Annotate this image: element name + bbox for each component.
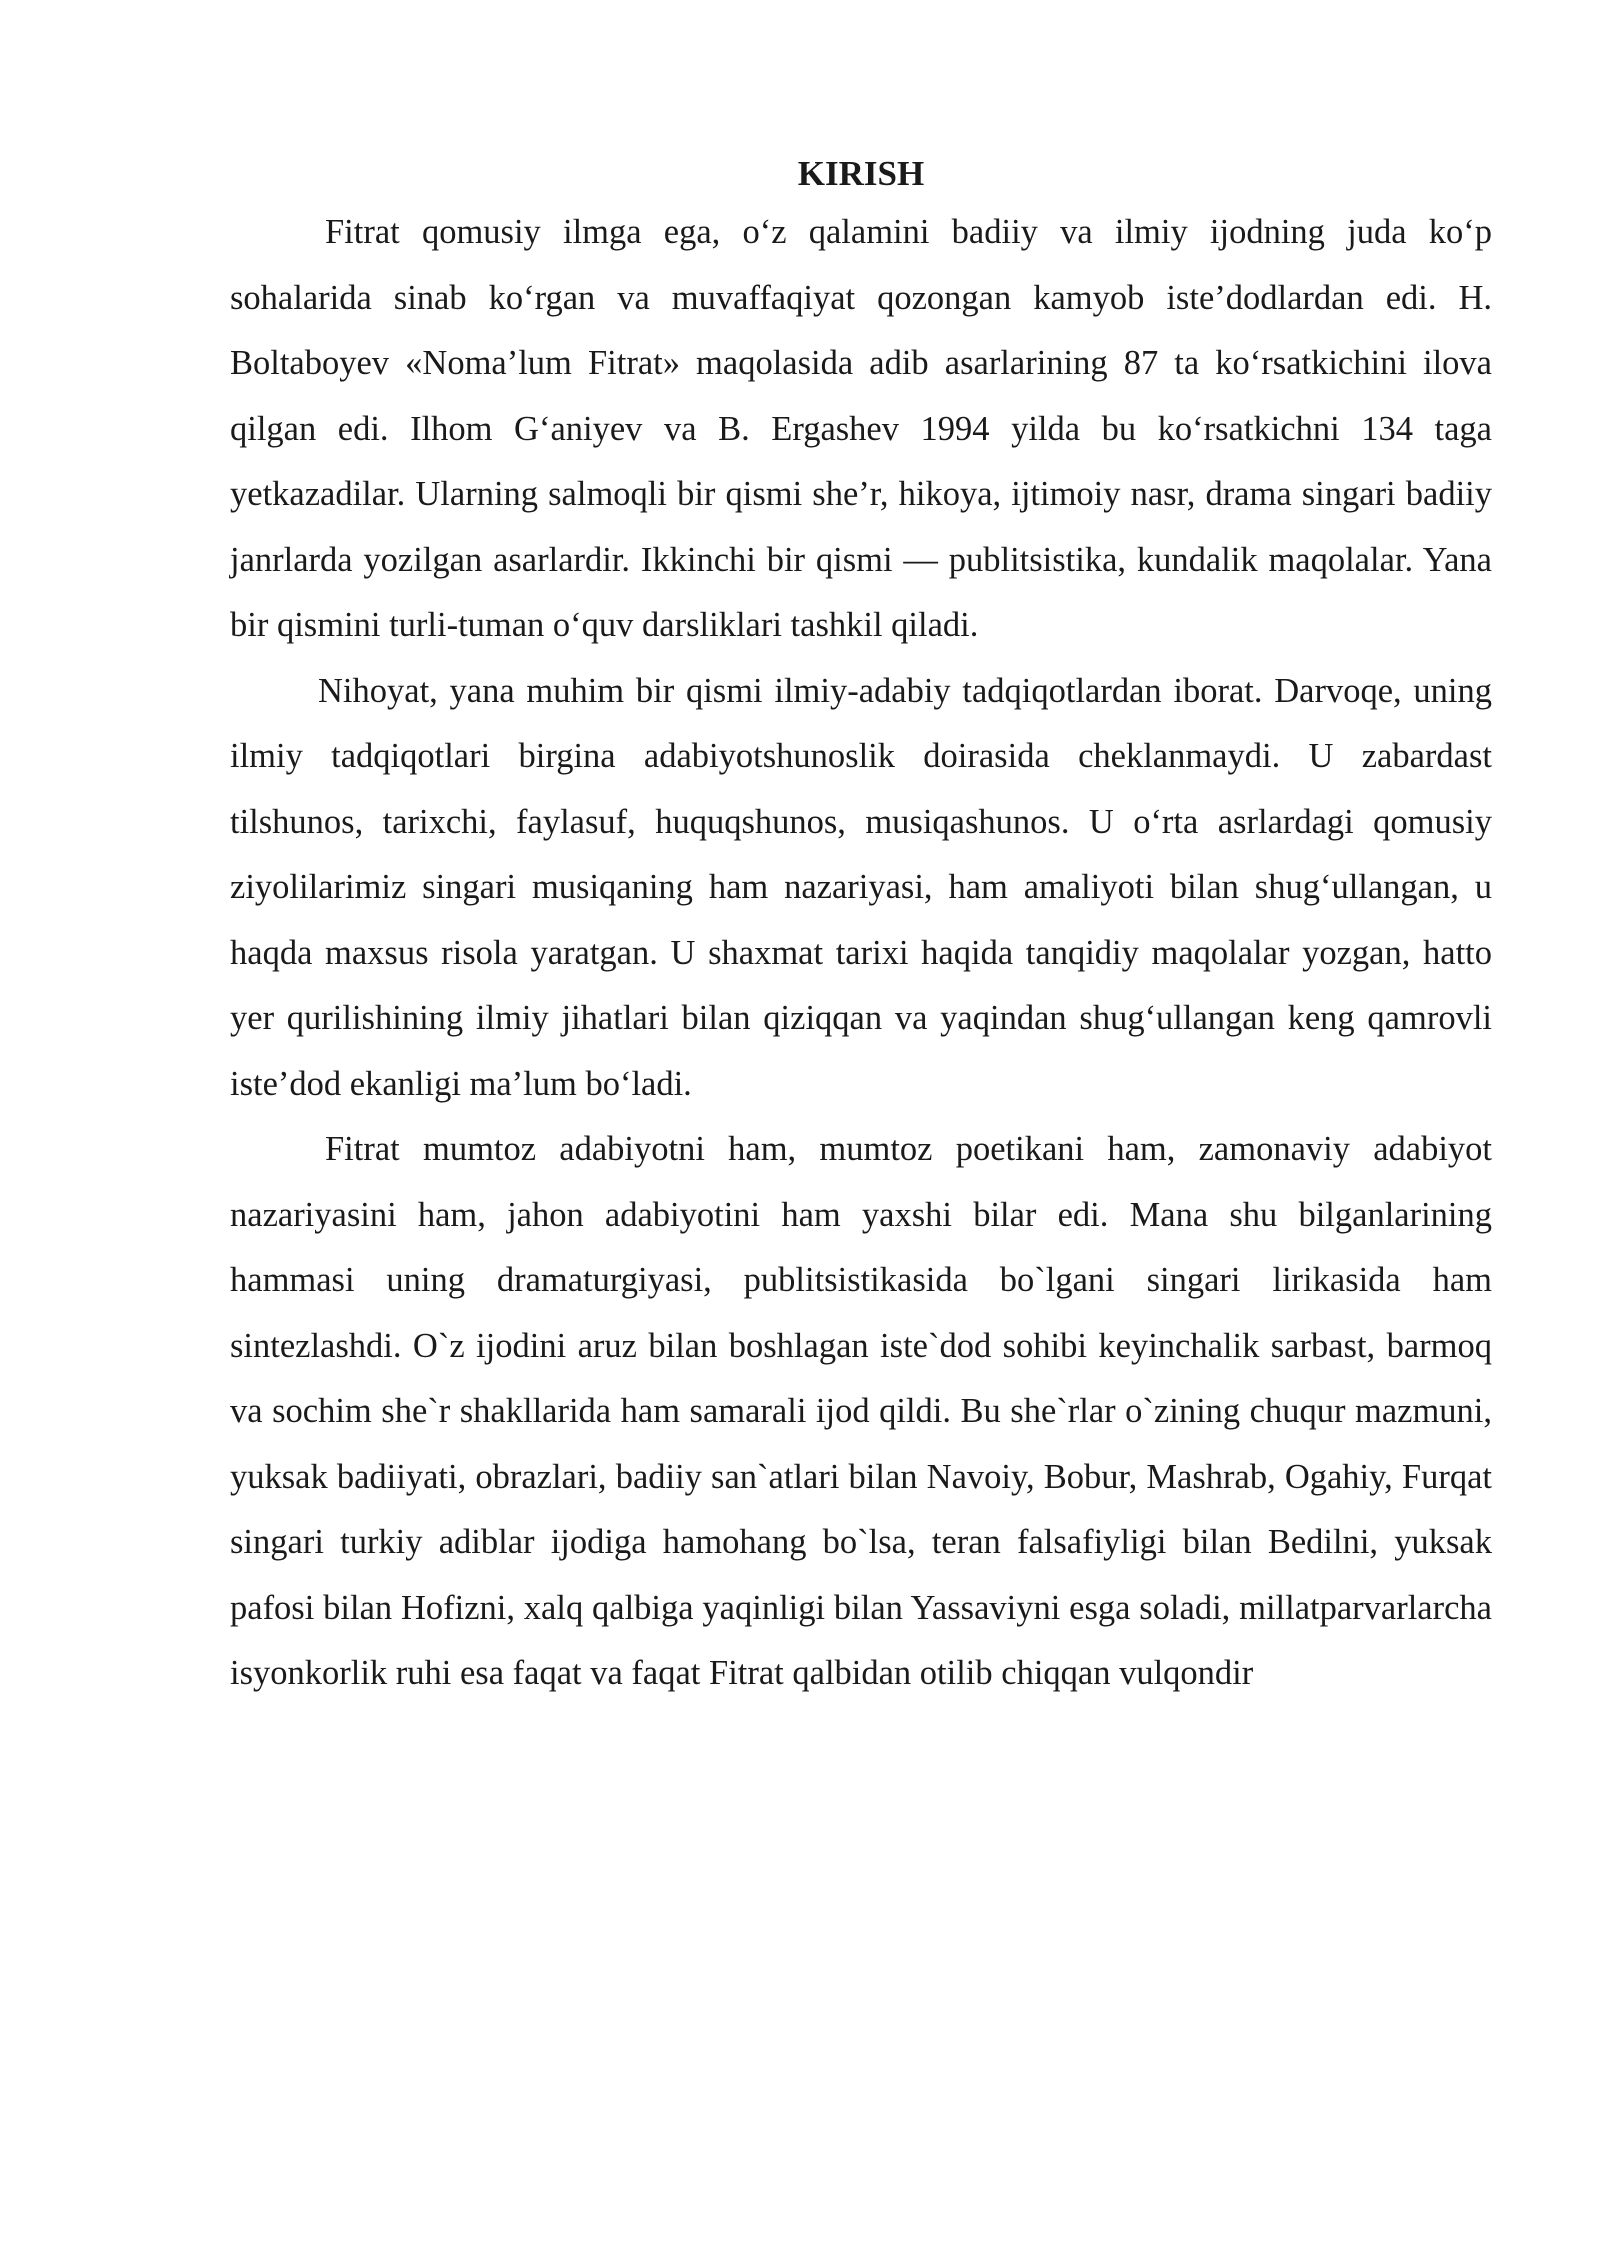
document-title: KIRISH [797,154,925,193]
document-body [230,148,1492,1707]
paragraph-3: Fitrat mumtoz adabiyotni ham, mumtoz poetikani ham, zamonaviy adabiyot nazariyasini ham, jahon adabiyotini ham yaxshi bilar edi. Mana shu bilganlarining hammasi uning dramaturgiyasi, publitsistikasida bo`lgani singari lirikasida ham sintezlashdi. O`z ijodini aruz bilan boshlagan iste`dod sohibi keyinchalik sarbast, barmoq va sochim she`r shakllarida ham samarali ijod qildi. Bu she`rlar o`zining chuqur mazmuni, yuksak badiiyati, obrazlari, badiiy san`atlari bilan Navoiy, Bobur, Mashrab, Ogahiy, Furqat singari turkiy adiblar ijodiga hamohang bo`lsa, teran falsafiyligi bilan Bedilni, yuksak pafosi bilan Hofizni, xalq qalbiga yaqinligi bilan Yassaviyni esga soladi, millatparvarlarcha isyonkorlik ruhi esa faqat va faqat Fitrat qalbidan otilib chiqqan vulqondir [230,1130,1492,1692]
paragraph-2: Nihoyat, yana muhim bir qismi ilmiy-adabiy tadqiqotlardan iborat. Darvoqe, uning ilmiy tadqiqotlari birgina adabiyotshunoslik doirasida cheklanmaydi. U zabardast tilshunos, tarixchi, faylasuf, huquqshunos, musiqashunos. U o‘rta asrlardagi qomusiy ziyolilarimiz singari musiqaning ham nazariyasi, ham amaliyoti bilan shug‘ullangan, u haqda maxsus risola yaratgan. U shaxmat tarixi haqida tanqidiy maqolalar yozgan, hatto yer qurilishining ilmiy jihatlari bilan qiziqqan va yaqindan shug‘ullangan keng qamrovli iste’dod ekanligi ma’lum bo‘ladi. [230,671,1492,1103]
paragraph-1: Fitrat qomusiy ilmga ega, o‘z qalamini badiiy va ilmiy ijodning juda ko‘p sohalarida sinab ko‘rgan va muvaffaqiyat qozongan kamyob iste’dodlardan edi. H. Boltaboyev «Noma’lum Fitrat» maqolasida adib asarlarining 87 ta ko‘rsatkichini ilova qilgan edi. Ilhom G‘aniyev va B. Ergashev 1994 yilda bu ko‘rsatkichni 134 taga yetkazadilar. Ularning salmoqli bir qismi she’r, hikoya, ijtimoiy nasr, drama singari badiiy janrlarda yozilgan asarlardir. Ikkinchi bir qismi — publitsistika, kundalik maqolalar. Yana bir qismini turli-tuman o‘quv darsliklari tashkil qiladi. [230,213,1492,644]
